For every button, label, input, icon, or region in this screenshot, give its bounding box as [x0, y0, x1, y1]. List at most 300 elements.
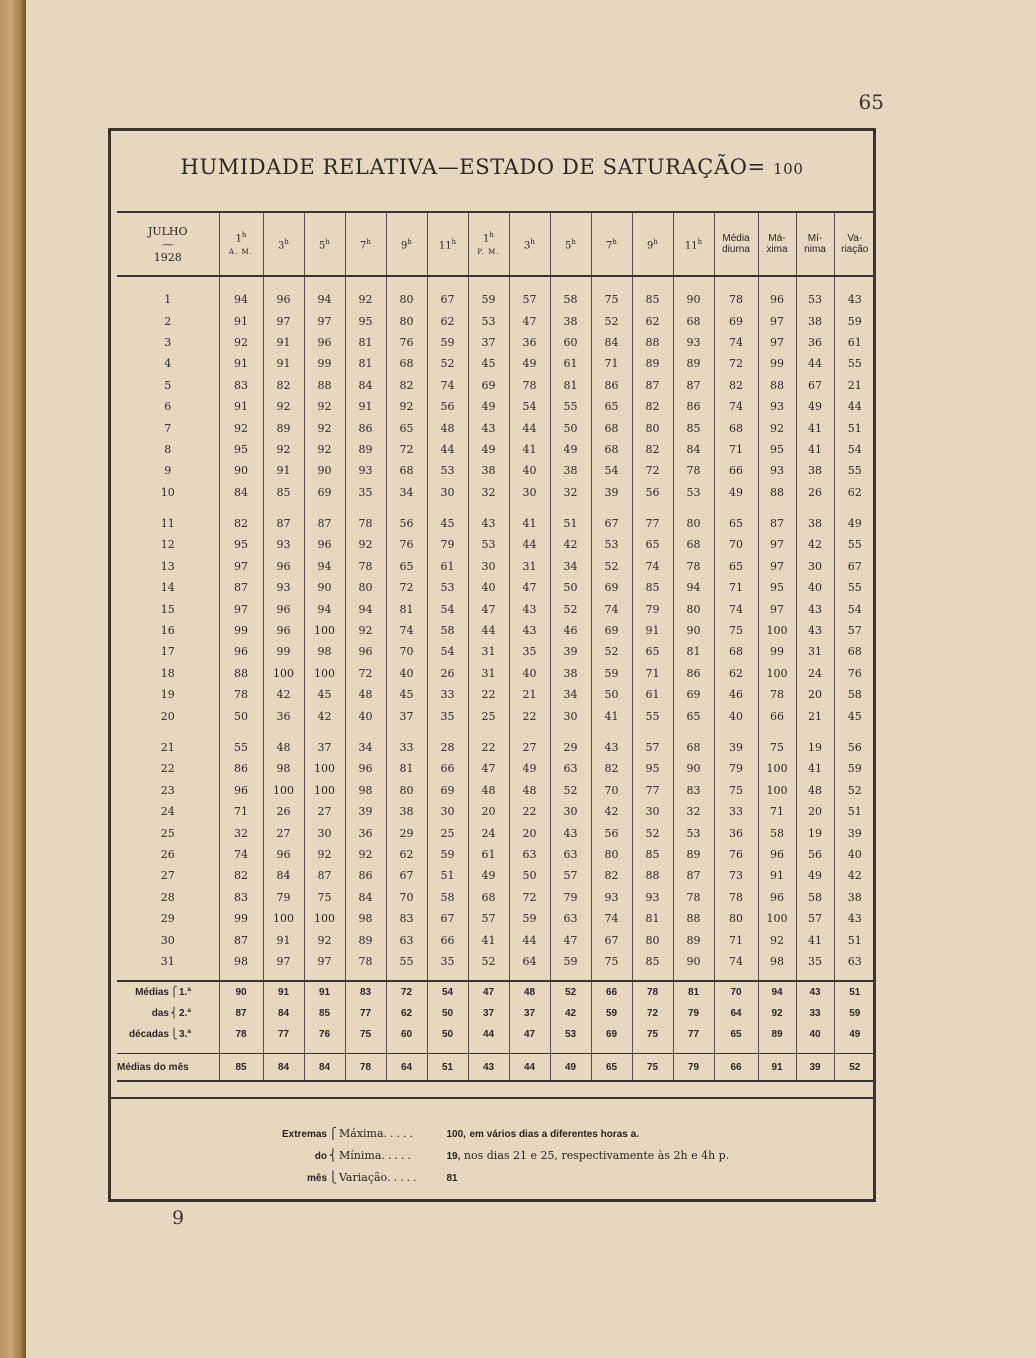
value-cell: 40 — [468, 577, 509, 598]
value-cell: 91 — [345, 396, 386, 417]
value-cell: 68 — [834, 641, 875, 662]
value-cell: 24 — [796, 663, 834, 684]
spacer-cell — [386, 1045, 427, 1054]
value-cell: 49 — [550, 439, 591, 460]
value-cell: 93 — [632, 887, 673, 908]
bottom-rule — [111, 1097, 873, 1099]
value-cell: 95 — [632, 758, 673, 779]
header-hour-label — [346, 236, 386, 252]
value-cell: 39 — [550, 641, 591, 662]
value-cell: 72 — [345, 663, 386, 684]
value-cell: 78 — [673, 556, 714, 577]
header-hour-6 — [427, 212, 468, 276]
value-cell: 41 — [509, 439, 550, 460]
decade-value: 51 — [834, 981, 875, 1003]
value-cell: 41 — [796, 929, 834, 950]
spacer-cell — [550, 276, 591, 289]
value-cell: 91 — [758, 865, 796, 886]
spacer-cell — [758, 276, 796, 289]
value-cell: 38 — [550, 663, 591, 684]
humidity-table — [117, 211, 875, 1082]
value-cell: 86 — [219, 758, 263, 779]
table-row — [117, 641, 875, 662]
value-cell: 70 — [591, 780, 632, 801]
spacer-cell — [304, 503, 345, 513]
header-hour-4 — [345, 212, 386, 276]
value-cell: 86 — [673, 663, 714, 684]
value-cell: 48 — [509, 780, 550, 801]
value-cell: 90 — [219, 460, 263, 481]
value-cell: 20 — [796, 801, 834, 822]
max-key: Máxima — [339, 1127, 384, 1140]
value-cell: 69 — [468, 375, 509, 396]
value-cell: 42 — [263, 684, 304, 705]
header-am: A. M. — [229, 247, 253, 256]
decade-number: 1.ª — [179, 987, 192, 999]
value-cell: 47 — [468, 598, 509, 619]
spacer-cell — [673, 1045, 714, 1054]
value-cell: 78 — [758, 684, 796, 705]
value-cell: 43 — [550, 822, 591, 843]
value-cell: 78 — [219, 684, 263, 705]
spacer-row — [117, 972, 875, 981]
value-cell: 84 — [673, 439, 714, 460]
value-cell: 53 — [468, 310, 509, 331]
value-cell: 96 — [345, 758, 386, 779]
value-cell: 87 — [673, 375, 714, 396]
value-cell: 93 — [758, 396, 796, 417]
value-cell: 46 — [714, 684, 758, 705]
value-cell: 41 — [591, 705, 632, 726]
value-cell: 62 — [834, 482, 875, 503]
value-cell: 97 — [263, 310, 304, 331]
table-row — [117, 737, 875, 758]
value-cell: 78 — [345, 513, 386, 534]
value-cell: 55 — [550, 396, 591, 417]
spacer-cell — [345, 972, 386, 981]
value-cell: 80 — [591, 844, 632, 865]
value-cell: 82 — [632, 396, 673, 417]
value-cell: 75 — [714, 780, 758, 801]
hour-sup: h — [325, 237, 330, 246]
decade-value: 42 — [550, 1003, 591, 1024]
value-cell: 82 — [714, 375, 758, 396]
spacer-cell — [834, 727, 875, 737]
value-cell: 50 — [550, 577, 591, 598]
value-cell: 100 — [304, 780, 345, 801]
value-cell: 42 — [834, 865, 875, 886]
spacer-cell — [304, 276, 345, 289]
value-cell: 96 — [219, 641, 263, 662]
day-cell: 21 — [160, 741, 175, 754]
value-cell: 57 — [632, 737, 673, 758]
value-cell: 97 — [263, 951, 304, 972]
value-cell: 68 — [673, 534, 714, 555]
spacer-cell — [117, 503, 219, 513]
value-cell: 65 — [714, 556, 758, 577]
month-average-value: 84 — [304, 1054, 345, 1082]
value-cell: 68 — [591, 417, 632, 438]
value-cell: 67 — [427, 908, 468, 929]
day-cell: 30 — [160, 933, 175, 947]
value-cell: 79 — [714, 758, 758, 779]
value-cell: 98 — [758, 951, 796, 972]
value-cell: 56 — [796, 844, 834, 865]
value-cell: 37 — [468, 332, 509, 353]
value-cell: 75 — [714, 620, 758, 641]
max-dots: ..... — [383, 1127, 417, 1140]
day-cell: 16 — [160, 624, 175, 638]
value-cell: 97 — [758, 556, 796, 577]
spacer-cell — [386, 276, 427, 289]
value-cell: 71 — [758, 801, 796, 822]
value-cell: 53 — [673, 482, 714, 503]
value-cell: 76 — [386, 332, 427, 353]
value-cell: 45 — [304, 684, 345, 705]
decade-value: 69 — [591, 1024, 632, 1045]
spacer-cell — [468, 276, 509, 289]
max-note: em vários dias a diferentes horas a. — [469, 1129, 639, 1140]
value-cell: 43 — [591, 737, 632, 758]
value-cell: 43 — [468, 513, 509, 534]
value-cell: 25 — [427, 822, 468, 843]
value-cell: 63 — [550, 844, 591, 865]
table-row — [117, 620, 875, 641]
spacer-row — [117, 1045, 875, 1054]
value-cell: 78 — [714, 887, 758, 908]
spacer-cell — [714, 276, 758, 289]
value-cell: 53 — [468, 534, 509, 555]
value-cell: 96 — [263, 598, 304, 619]
value-cell: 37 — [386, 705, 427, 726]
value-cell: 31 — [468, 663, 509, 684]
spacer-cell — [758, 503, 796, 513]
spacer-cell — [219, 276, 263, 289]
value-cell: 90 — [304, 577, 345, 598]
value-cell: 42 — [550, 534, 591, 555]
spacer-cell — [509, 727, 550, 737]
value-cell: 47 — [509, 310, 550, 331]
table-row — [117, 822, 875, 843]
value-cell: 74 — [714, 951, 758, 972]
value-cell: 97 — [304, 310, 345, 331]
decade-number: 3.ª — [179, 1029, 192, 1041]
value-cell: 68 — [386, 353, 427, 374]
hour-number: 9 — [647, 240, 654, 252]
value-cell: 47 — [468, 758, 509, 779]
value-cell: 87 — [758, 513, 796, 534]
value-cell: 19 — [796, 737, 834, 758]
decade-value: 49 — [834, 1024, 875, 1045]
extremes-max-row: Extremas ⎧ Máxima..... 100, em vários dias a diferentes horas a. — [271, 1123, 831, 1145]
header-hour-label — [551, 236, 591, 252]
value-cell: 71 — [219, 801, 263, 822]
value-cell: 59 — [427, 332, 468, 353]
spacer-cell — [117, 727, 219, 737]
value-cell: 76 — [714, 844, 758, 865]
value-cell: 74 — [632, 556, 673, 577]
table-row — [117, 598, 875, 619]
value-cell: 91 — [219, 396, 263, 417]
spacer-cell — [591, 727, 632, 737]
decade-value: 47 — [468, 981, 509, 1003]
value-cell: 83 — [673, 780, 714, 801]
month-average-row — [117, 1054, 875, 1082]
header-media-diurna — [714, 212, 758, 276]
value-cell: 87 — [304, 513, 345, 534]
spacer-cell — [509, 276, 550, 289]
spacer-cell — [219, 1045, 263, 1054]
var-value: 81 — [446, 1173, 458, 1184]
spacer-cell — [796, 503, 834, 513]
value-cell: 30 — [468, 556, 509, 577]
value-cell: 43 — [468, 417, 509, 438]
value-cell: 58 — [427, 620, 468, 641]
value-cell: 77 — [632, 513, 673, 534]
value-cell: 82 — [219, 513, 263, 534]
decade-value: 50 — [427, 1024, 468, 1045]
decade-value: 79 — [673, 1003, 714, 1024]
spacer-cell — [263, 972, 304, 981]
header-hour-8 — [509, 212, 550, 276]
value-cell: 80 — [632, 929, 673, 950]
value-cell: 50 — [591, 684, 632, 705]
spacer-cell — [117, 1045, 219, 1054]
day-cell: 2 — [164, 314, 172, 328]
value-cell: 94 — [673, 577, 714, 598]
value-cell: 78 — [509, 375, 550, 396]
value-cell: 38 — [550, 310, 591, 331]
header-month-year — [117, 212, 219, 276]
value-cell: 95 — [758, 439, 796, 460]
value-cell: 30 — [427, 801, 468, 822]
value-cell: 95 — [219, 439, 263, 460]
value-cell: 56 — [427, 396, 468, 417]
value-cell: 89 — [345, 929, 386, 950]
value-cell: 58 — [758, 822, 796, 843]
decade-group-label: Médias — [135, 987, 169, 999]
value-cell: 44 — [509, 417, 550, 438]
value-cell: 81 — [345, 332, 386, 353]
spacer-cell — [758, 727, 796, 737]
spacer-row — [117, 276, 875, 289]
value-cell: 43 — [796, 598, 834, 619]
value-cell: 75 — [758, 737, 796, 758]
value-cell: 21 — [509, 684, 550, 705]
header-hour-11 — [632, 212, 673, 276]
day-cell: 7 — [164, 421, 172, 435]
value-cell: 38 — [550, 460, 591, 481]
value-cell: 88 — [758, 482, 796, 503]
value-cell: 68 — [673, 310, 714, 331]
hour-sup: h — [284, 237, 289, 246]
decade-row — [117, 1003, 875, 1024]
header-hour-5 — [386, 212, 427, 276]
value-cell: 44 — [834, 396, 875, 417]
header-hour-label — [387, 236, 427, 252]
decade-value: 75 — [632, 1024, 673, 1045]
value-cell: 80 — [632, 417, 673, 438]
spacer-cell — [263, 503, 304, 513]
spacer-cell — [632, 276, 673, 289]
value-cell: 95 — [758, 577, 796, 598]
value-cell: 33 — [386, 737, 427, 758]
month-average-value: 39 — [796, 1054, 834, 1082]
value-cell: 44 — [796, 353, 834, 374]
hour-number: 9 — [401, 240, 408, 252]
decade-value: 78 — [219, 1024, 263, 1045]
value-cell: 67 — [796, 375, 834, 396]
decade-value: 48 — [509, 981, 550, 1003]
value-cell: 38 — [796, 460, 834, 481]
value-cell: 71 — [591, 353, 632, 374]
spacer-cell — [714, 972, 758, 981]
value-cell: 35 — [509, 641, 550, 662]
decade-value: 90 — [219, 981, 263, 1003]
value-cell: 55 — [834, 577, 875, 598]
value-cell: 36 — [345, 822, 386, 843]
value-cell: 54 — [427, 641, 468, 662]
value-cell: 90 — [673, 758, 714, 779]
decade-value: 44 — [468, 1024, 509, 1045]
spacer-cell — [550, 1045, 591, 1054]
spacer-cell — [550, 503, 591, 513]
value-cell: 96 — [345, 641, 386, 662]
value-cell: 36 — [263, 705, 304, 726]
spacer-cell — [591, 503, 632, 513]
value-cell: 91 — [263, 929, 304, 950]
value-cell: 78 — [714, 289, 758, 310]
decade-value: 92 — [758, 1003, 796, 1024]
value-cell: 97 — [304, 951, 345, 972]
month-average-value: 91 — [758, 1054, 796, 1082]
header-media-diurna-2: diurna — [722, 244, 750, 255]
table-row — [117, 513, 875, 534]
value-cell: 68 — [714, 641, 758, 662]
spacer-cell — [550, 727, 591, 737]
value-cell: 55 — [834, 460, 875, 481]
value-cell: 100 — [758, 908, 796, 929]
value-cell: 100 — [263, 663, 304, 684]
extremes-block — [271, 1123, 831, 1189]
value-cell: 96 — [263, 844, 304, 865]
value-cell: 60 — [550, 332, 591, 353]
value-cell: 51 — [834, 929, 875, 950]
table-row — [117, 801, 875, 822]
value-cell: 96 — [304, 332, 345, 353]
table-row — [117, 482, 875, 503]
value-cell: 62 — [427, 310, 468, 331]
value-cell: 58 — [796, 887, 834, 908]
value-cell: 97 — [758, 598, 796, 619]
value-cell: 92 — [345, 289, 386, 310]
hour-number: 1 — [235, 233, 242, 245]
value-cell: 86 — [591, 375, 632, 396]
value-cell: 67 — [591, 513, 632, 534]
value-cell: 49 — [834, 513, 875, 534]
value-cell: 56 — [834, 737, 875, 758]
value-cell: 55 — [834, 353, 875, 374]
spacer-cell — [758, 1045, 796, 1054]
day-cell: 28 — [160, 890, 175, 904]
table-row — [117, 951, 875, 972]
value-cell: 90 — [673, 620, 714, 641]
hour-number: 7 — [360, 240, 367, 252]
value-cell: 48 — [345, 684, 386, 705]
value-cell: 65 — [632, 641, 673, 662]
spacer-cell — [509, 1045, 550, 1054]
spacer-row — [117, 727, 875, 737]
spacer-cell — [263, 727, 304, 737]
value-cell: 99 — [304, 353, 345, 374]
value-cell: 40 — [345, 705, 386, 726]
table-row — [117, 417, 875, 438]
spacer-cell — [834, 1045, 875, 1054]
value-cell: 65 — [632, 534, 673, 555]
value-cell: 78 — [345, 951, 386, 972]
decade-value: 53 — [550, 1024, 591, 1045]
value-cell: 85 — [632, 289, 673, 310]
decade-value: 76 — [304, 1024, 345, 1045]
value-cell: 55 — [219, 737, 263, 758]
value-cell: 74 — [427, 375, 468, 396]
month-average-value: 65 — [591, 1054, 632, 1082]
value-cell: 59 — [468, 289, 509, 310]
value-cell: 54 — [427, 598, 468, 619]
spacer-cell — [386, 503, 427, 513]
header-hour-10 — [591, 212, 632, 276]
header-media-diurna-1: Média — [722, 233, 750, 244]
value-cell: 63 — [834, 951, 875, 972]
value-cell: 100 — [263, 908, 304, 929]
value-cell: 79 — [550, 887, 591, 908]
value-cell: 68 — [591, 439, 632, 460]
header-hour-label — [633, 236, 673, 252]
value-cell: 87 — [219, 577, 263, 598]
value-cell: 45 — [427, 513, 468, 534]
value-cell: 44 — [509, 534, 550, 555]
decade-value: 59 — [591, 1003, 632, 1024]
value-cell: 66 — [714, 460, 758, 481]
spacer-cell — [509, 972, 550, 981]
value-cell: 92 — [304, 844, 345, 865]
value-cell: 100 — [758, 663, 796, 684]
value-cell: 52 — [468, 951, 509, 972]
value-cell: 83 — [386, 908, 427, 929]
value-cell: 81 — [673, 641, 714, 662]
header-maxima — [758, 212, 796, 276]
value-cell: 52 — [591, 556, 632, 577]
value-cell: 57 — [509, 289, 550, 310]
value-cell: 100 — [304, 758, 345, 779]
value-cell: 75 — [591, 951, 632, 972]
value-cell: 67 — [834, 556, 875, 577]
value-cell: 82 — [219, 865, 263, 886]
value-cell: 43 — [834, 289, 875, 310]
value-cell: 34 — [550, 684, 591, 705]
value-cell: 42 — [796, 534, 834, 555]
header-hour-label — [220, 229, 263, 245]
value-cell: 49 — [509, 758, 550, 779]
value-cell: 68 — [714, 417, 758, 438]
value-cell: 22 — [509, 801, 550, 822]
value-cell: 100 — [304, 663, 345, 684]
spacer-cell — [219, 972, 263, 981]
value-cell: 83 — [219, 887, 263, 908]
value-cell: 81 — [386, 758, 427, 779]
month-average-value: 64 — [386, 1054, 427, 1082]
month-average-value: 79 — [673, 1054, 714, 1082]
